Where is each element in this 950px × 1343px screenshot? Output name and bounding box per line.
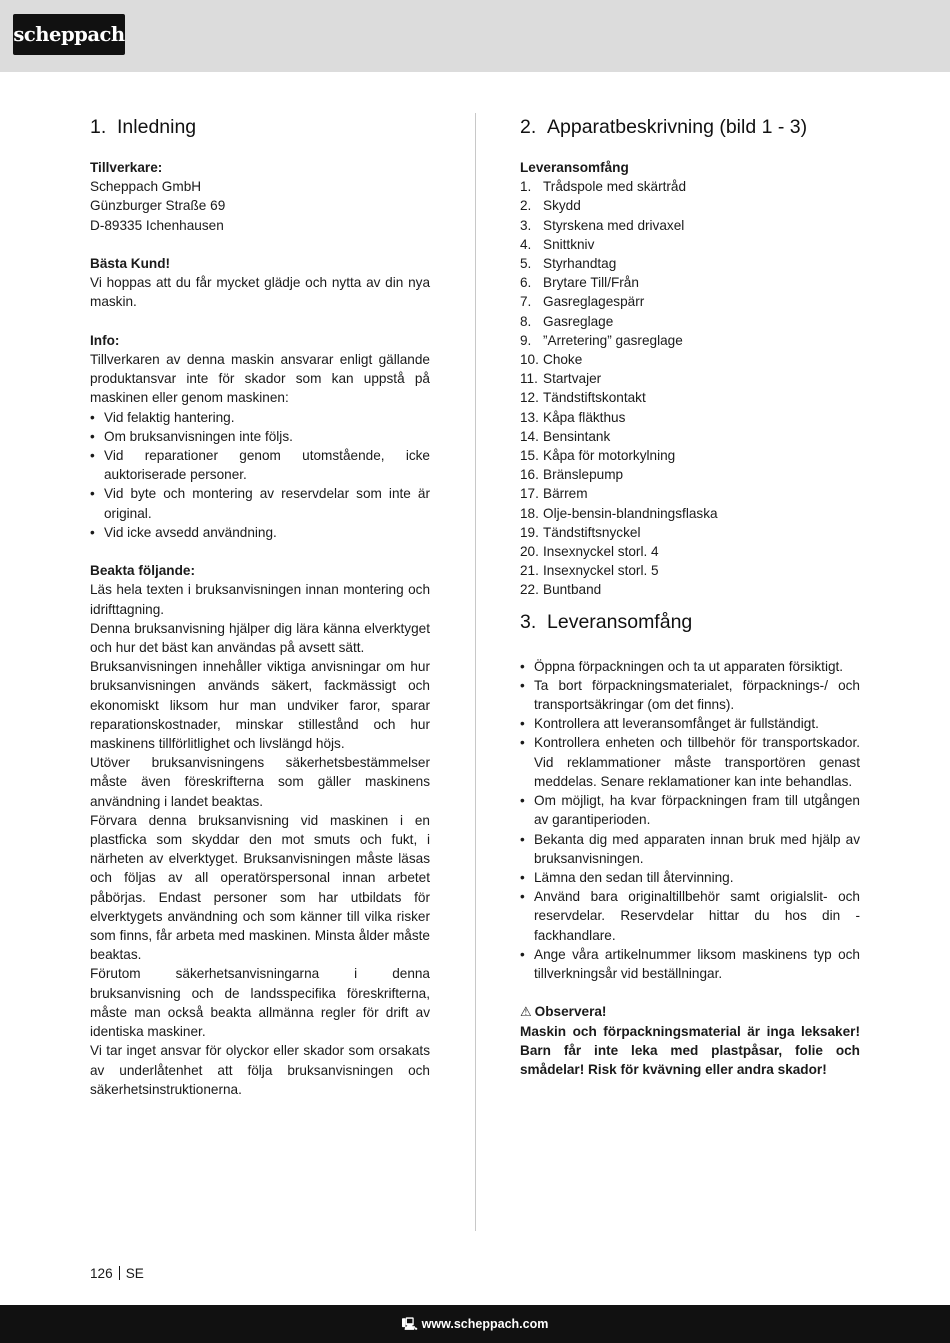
- parts-list-item: [520, 273, 860, 292]
- parts-list-item: [520, 523, 860, 542]
- parts-list-item: [520, 312, 860, 331]
- monitor-icon: 🖳: [401, 1317, 418, 1331]
- note-paragraph: Förvara denna bruksanvisning vid maskinen i en plastficka som skyddar den mot smuts och fukt, i närheten av elverktyget. Bruksanvisningen måste läsas och följas av all operatörspersonal innan arbetet påbörjas. Endast personer som har utbildats för elverktygets användning och som känner till vilka risker som finns, får arbeta med maskinen. Minsta ålder måste beaktas.: [90, 812, 430, 963]
- parts-item-number: 8.: [520, 313, 532, 329]
- delivery-bullet-list: [520, 657, 860, 983]
- parts-item-label: Snittkniv: [543, 236, 595, 252]
- parts-item-number: 20.: [520, 544, 539, 560]
- parts-item-number: 18.: [520, 505, 539, 521]
- parts-list-item: [520, 216, 860, 235]
- page-number: 126: [90, 1266, 113, 1281]
- parts-list-item: [520, 561, 860, 580]
- parts-item-label: Tändstiftsnyckel: [543, 524, 641, 540]
- parts-list-item: [520, 177, 860, 196]
- parts-item-number: 13.: [520, 409, 539, 425]
- parts-list-item: [520, 427, 860, 446]
- parts-list-item: [520, 542, 860, 561]
- parts-list-item: [520, 388, 860, 407]
- list-item: • Kontrollera att leveransomfånget är fullständigt.: [520, 714, 860, 733]
- parts-list: [520, 177, 860, 599]
- section-1-title: Inledning: [117, 116, 197, 138]
- list-item: • Om möjligt, ha kvar förpackningen fram till utgången av garantiperioden.: [520, 791, 860, 829]
- parts-item-number: 21.: [520, 563, 539, 579]
- list-item: • Kontrollera enheten och tillbehör för transportskador. Vid reklammationer måste transportören genast meddelas. Senare reklamationer kan inte behandlas.: [520, 733, 860, 791]
- parts-list-item: [520, 504, 860, 523]
- parts-item-label: Gasreglage: [543, 313, 614, 329]
- info-text: Tillverkaren av denna maskin ansvarar enligt gällande produktansvar inte för skador som kan uppstå på maskinen eller genom maskinen:: [90, 352, 430, 406]
- section-1-number: 1.: [90, 116, 107, 138]
- page-number-block: [90, 1264, 144, 1283]
- parts-item-label: Startvajer: [543, 371, 602, 387]
- note-paragraph: Vi tar inget ansvar för olyckor eller skador som orsakats av underlåtenhet att följa bruksanvisningen och säkerhetsinstruktionerna.: [90, 1043, 430, 1097]
- parts-list-item: [520, 446, 860, 465]
- parts-list-item: [520, 235, 860, 254]
- parts-item-label: Kåpa för motorkylning: [543, 448, 676, 464]
- section-2-title: Apparatbeskrivning (bild 1 - 3): [547, 116, 808, 138]
- parts-item-label: Bensintank: [543, 428, 611, 444]
- list-item: • Bekanta dig med apparaten innan bruk med hjälp av bruksanvisningen.: [520, 830, 860, 868]
- list-item: • Vid byte och montering av reservdelar som inte är original.: [90, 484, 430, 522]
- parts-item-number: 3.: [520, 217, 532, 233]
- warning-heading: [520, 1002, 860, 1021]
- manufacturer-label: Tillverkare:: [90, 160, 163, 175]
- parts-item-label: Bärrem: [543, 486, 588, 502]
- parts-item-label: Skydd: [543, 198, 581, 214]
- parts-item-number: 5.: [520, 256, 532, 272]
- parts-item-label: Styrskena med drivaxel: [543, 217, 685, 233]
- parts-item-number: 7.: [520, 294, 532, 310]
- list-item: • Vid reparationer genom utomstående, icke auktoriserade personer.: [90, 446, 430, 484]
- note-paragraph: Utöver bruksanvisningens säkerhetsbestämmelser måste även föreskrifterna som gäller maskinens användning i landet beaktas.: [90, 755, 430, 809]
- parts-item-label: Styrhandtag: [543, 256, 617, 272]
- parts-item-label: Buntband: [543, 582, 602, 598]
- warning-text: Maskin och förpackningsmaterial är inga leksaker! Barn får inte leka med plastpåsar, folie och smådelar! Risk för kvävning eller andra skador!: [520, 1023, 860, 1077]
- list-item: • Vid icke avsedd användning.: [90, 523, 430, 542]
- parts-item-number: 14.: [520, 428, 539, 444]
- parts-item-label: Trådspole med skärtråd: [543, 179, 687, 195]
- parts-item-number: 12.: [520, 390, 539, 406]
- section-3-number: 3.: [520, 610, 537, 633]
- manufacturer-line: D-89335 Ichenhausen: [90, 217, 224, 233]
- parts-list-item: [520, 292, 860, 311]
- list-item: • Öppna förpackningen och ta ut apparaten försiktigt.: [520, 657, 860, 676]
- note-label: Beakta följande:: [90, 563, 195, 579]
- parts-item-label: Insexnyckel storl. 5: [543, 563, 659, 579]
- section-1-heading: [90, 113, 430, 141]
- parts-item-label: Insexnyckel storl. 4: [543, 544, 659, 560]
- parts-list-item: [520, 408, 860, 427]
- parts-item-number: 17.: [520, 486, 539, 502]
- parts-item-label: Tändstiftskontakt: [543, 390, 646, 406]
- parts-item-number: 2.: [520, 198, 532, 214]
- parts-item-number: 19.: [520, 524, 539, 540]
- right-column: [520, 113, 860, 1079]
- parts-item-label: Gasreglagespärr: [543, 294, 645, 310]
- parts-list-item: [520, 369, 860, 388]
- website-link[interactable]: www.scheppach.com: [421, 1317, 549, 1331]
- list-item: • Använd bara originaltillbehör samt origialslit- och reservdelar. Reservdelar hittar du hos din -fackhandlare.: [520, 887, 860, 945]
- manufacturer-line: Scheppach GmbH: [90, 179, 202, 195]
- header-bar: [0, 0, 950, 72]
- parts-item-number: 22.: [520, 582, 539, 598]
- column-divider: [475, 113, 476, 1231]
- dear-customer-label: Bästa Kund!: [90, 256, 171, 271]
- parts-list-item: [520, 331, 860, 350]
- manufacturer-line: Günzburger Straße 69: [90, 198, 226, 214]
- list-item: • Ta bort förpackningsmaterialet, förpacknings-/ och transportsäkringar (om det finns).: [520, 676, 860, 714]
- parts-item-label: Olje-bensin-blandningsflaska: [543, 505, 718, 521]
- list-item: • Ange våra artikelnummer liksom maskinens typ och tillverkningsår vid beställningar.: [520, 945, 860, 983]
- parts-item-number: 15.: [520, 448, 539, 464]
- parts-item-number: 4.: [520, 236, 532, 252]
- parts-item-number: 11.: [520, 371, 538, 387]
- warning-title: Observera!: [534, 1004, 607, 1020]
- parts-item-label: Brytare Till/Från: [543, 275, 639, 291]
- section-3-heading: [520, 608, 860, 636]
- info-bullet-list: [90, 408, 430, 542]
- parts-list-item: [520, 580, 860, 599]
- parts-item-number: 16.: [520, 467, 539, 483]
- list-item: • Om bruksanvisningen inte följs.: [90, 427, 430, 446]
- parts-list-item: [520, 465, 860, 484]
- parts-list-item: [520, 350, 860, 369]
- parts-item-label: ”Arretering” gasreglage: [543, 332, 683, 348]
- parts-item-label: Bränslepump: [543, 467, 624, 483]
- left-column: [90, 113, 430, 1099]
- section-3-title: Leveransomfång: [547, 610, 693, 633]
- parts-item-number: 1.: [520, 179, 532, 195]
- parts-label: Leveransomfång: [520, 160, 629, 175]
- dear-customer-text: Vi hoppas att du får mycket glädje och nytta av din nya maskin.: [90, 275, 430, 310]
- parts-list-item: [520, 484, 860, 503]
- parts-item-number: 6.: [520, 275, 532, 291]
- parts-item-number: 9.: [520, 332, 532, 348]
- warning-triangle-icon: ⚠: [520, 1004, 532, 1020]
- list-item: • Vid felaktig hantering.: [90, 408, 430, 427]
- parts-item-number: 10.: [520, 352, 539, 368]
- scheppach-logo: scheppach: [13, 14, 125, 55]
- parts-item-label: Kåpa fläkthus: [543, 409, 626, 425]
- list-item: • Lämna den sedan till återvinning.: [520, 868, 860, 887]
- footer-bar: [0, 1305, 950, 1343]
- info-label: Info:: [90, 332, 120, 348]
- note-paragraph: Förutom säkerhetsanvisningarna i denna bruksanvisning och de landsspecifika föreskrifterna, måste man också beakta allmänna regler för drift av identiska maskiner.: [90, 966, 430, 1040]
- note-paragraph: Denna bruksanvisning hjälper dig lära känna elverktyget och hur det bäst kan användas på avsett sätt.: [90, 620, 430, 656]
- section-2-heading: [520, 113, 860, 141]
- section-2-number: 2.: [520, 116, 537, 138]
- note-paragraph: Bruksanvisningen innehåller viktiga anvisningar om hur bruksanvisningen används säkert, fackmässigt och ekonomiskt liksom hur man undviker faror, sparar reparationskostnader, minskar stillestånd och hur maskinens tillförlitlighet och livslängd höjs.: [90, 659, 430, 752]
- parts-list-item: [520, 254, 860, 273]
- note-paragraph: Läs hela texten i bruksanvisningen innan montering och idrifttagning.: [90, 582, 430, 617]
- language-code: SE: [125, 1266, 144, 1281]
- parts-list-item: [520, 196, 860, 215]
- parts-item-label: Choke: [543, 352, 583, 368]
